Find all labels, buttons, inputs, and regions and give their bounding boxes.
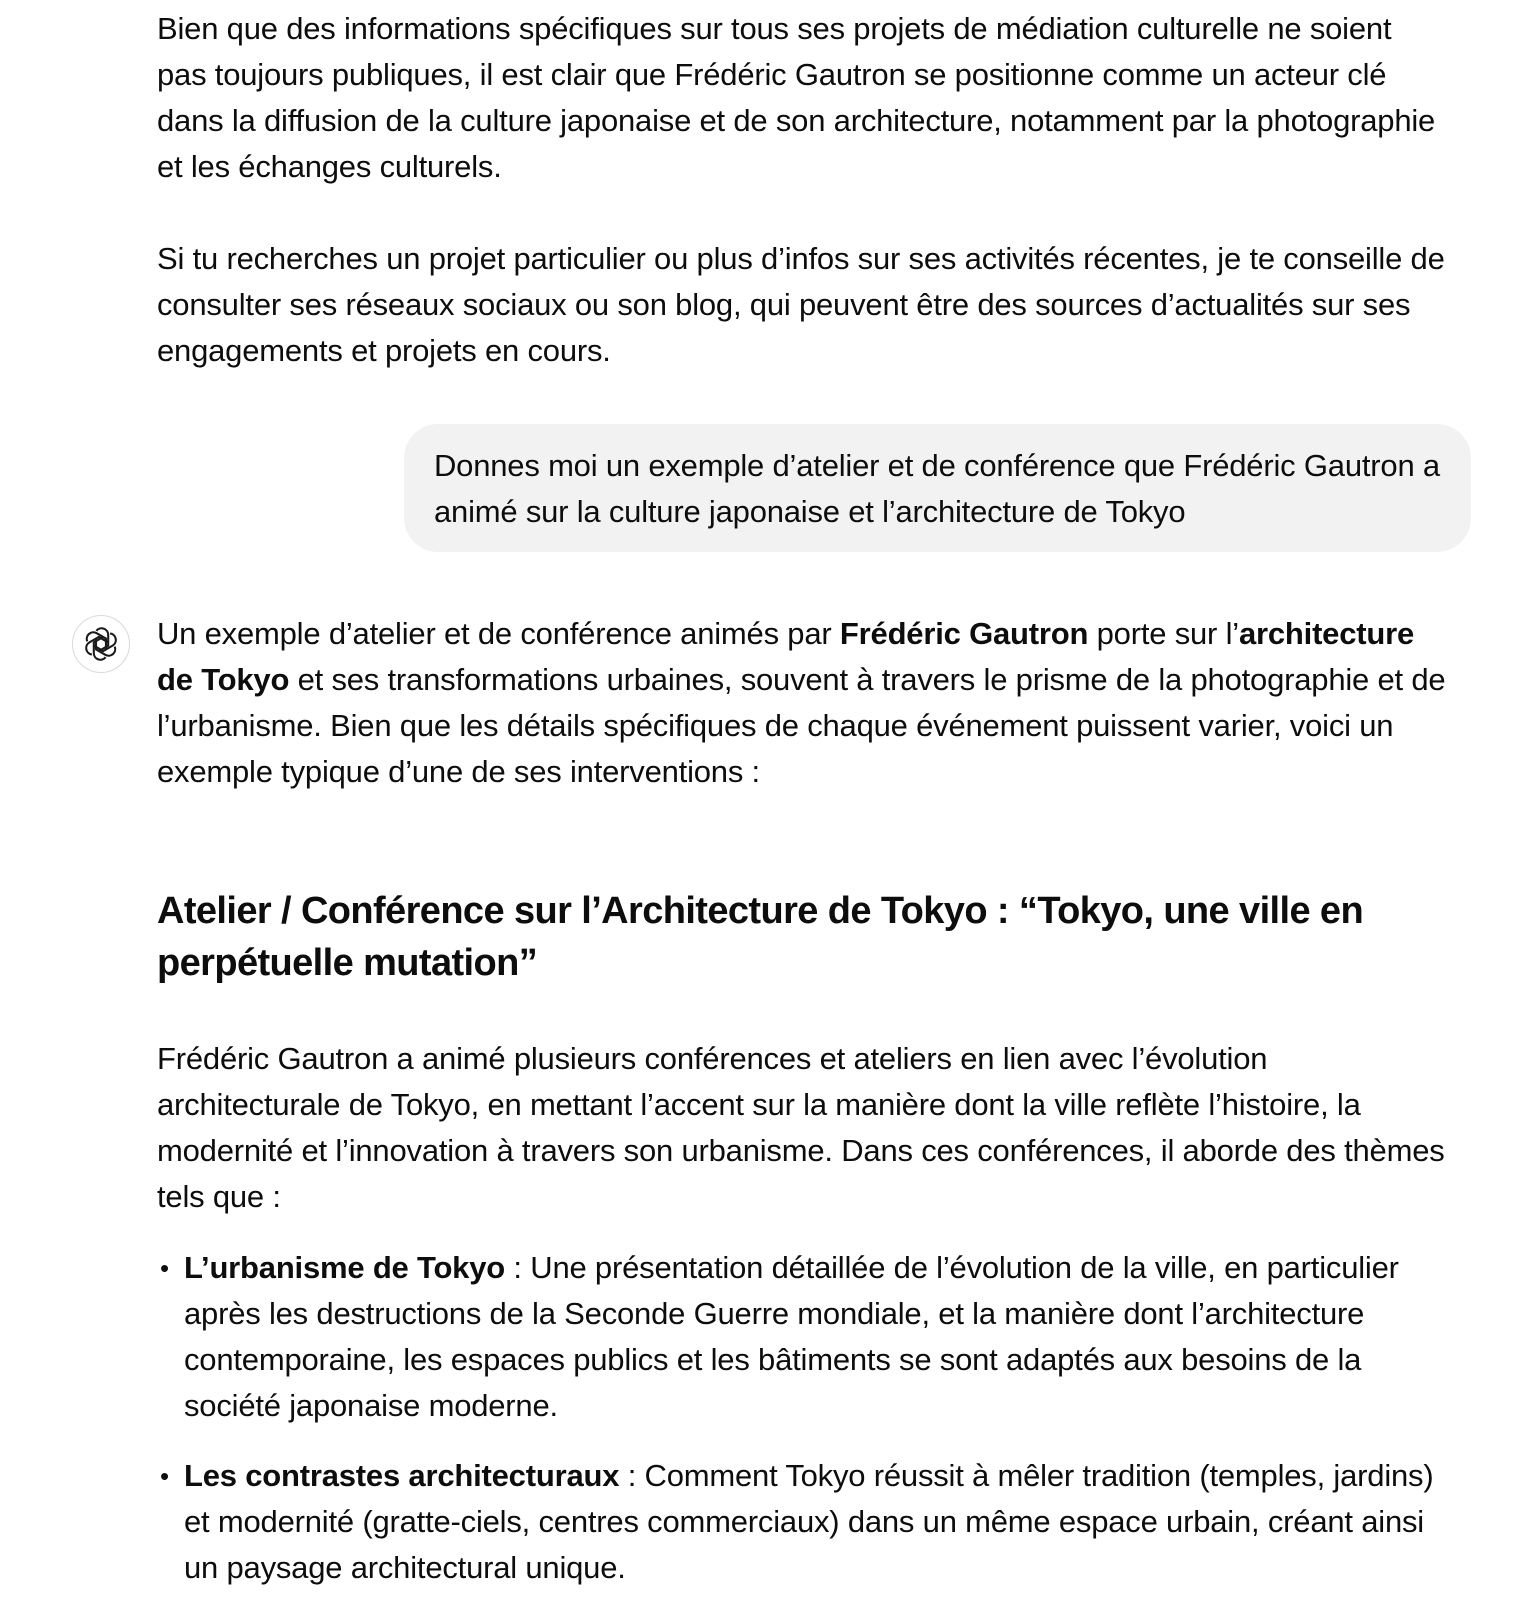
intro-text: Un exemple d’atelier et de conférence animés par — [157, 616, 840, 651]
theme-list — [157, 1245, 1457, 1591]
intro-text: porte sur l’ — [1088, 616, 1239, 651]
list-item — [157, 1453, 1457, 1591]
intro-text: et ses transformations urbaines, souvent à travers le prisme de la photographie et de l’urbanisme. Bien que les détails spécifiques de chaque événement puissent varier, voici un exemple typique d’une de ses interventions : — [157, 662, 1446, 789]
assistant-paragraph: Frédéric Gautron a animé plusieurs conférences et ateliers en lien avec l’évolution architecturale de Tokyo, en mettant l’accent sur la manière dont la ville reflète l’histoire, la modernité et l’innovation à travers son urbanisme. Dans ces conférences, il aborde des thèmes tels que : — [157, 1041, 1445, 1214]
intro-bold-topic: architecture de Tokyo — [157, 616, 1415, 697]
openai-logo-icon — [81, 624, 121, 664]
intro-bold-name: Frédéric Gautron — [839, 616, 1089, 651]
assistant-paragraph: Bien que des informations spécifiques sur tous ses projets de médiation culturelle ne soient pas toujours publiques, il est clair que Frédéric Gautron se positionne comme un acteur clé dans la diffusion de la culture japonaise et de son architecture, notamment par la photographie et les échanges culturels. — [157, 11, 1436, 184]
bullet-text: : Comment Tokyo réussit à mêler tradition (temples, jardins) et modernité (gratte-ciels, centres commerciaux) dans un même espace urbain, créant ainsi un paysage architectural unique. — [184, 1458, 1434, 1585]
bullet-dot: • — [160, 1461, 169, 1491]
assistant-avatar — [72, 615, 130, 673]
bullet-text: : Une présentation détaillée de l’évolution de la ville, en particulier après les destructions de la Seconde Guerre mondiale, et la manière dont l’architecture contemporaine, les espaces publics et les bâtiments se sont adaptés aux besoins de la société japonaise moderne. — [184, 1250, 1399, 1423]
assistant-paragraph: Si tu recherches un projet particulier ou plus d’infos sur ses activités récentes, je te conseille de consulter ses réseaux sociaux ou son blog, qui peuvent être des sources d’actualités sur ses engagements et projets en cours. — [157, 241, 1445, 368]
bullet-dot: • — [160, 1253, 169, 1283]
user-message-bubble: Donnes moi un exemple d’atelier et de conférence que Frédéric Gautron a animé sur la culture japonaise et l’architecture de Tokyo — [404, 424, 1471, 552]
section-heading: Atelier / Conférence sur l’Architecture de Tokyo : “Tokyo, une ville en perpétuelle mutation” — [157, 890, 1364, 984]
bullet-term: Les contrastes architecturaux — [184, 1458, 620, 1493]
list-item — [157, 1245, 1457, 1429]
bullet-term: L’urbanisme de Tokyo — [184, 1250, 506, 1285]
assistant-intro-paragraph — [157, 611, 1447, 795]
